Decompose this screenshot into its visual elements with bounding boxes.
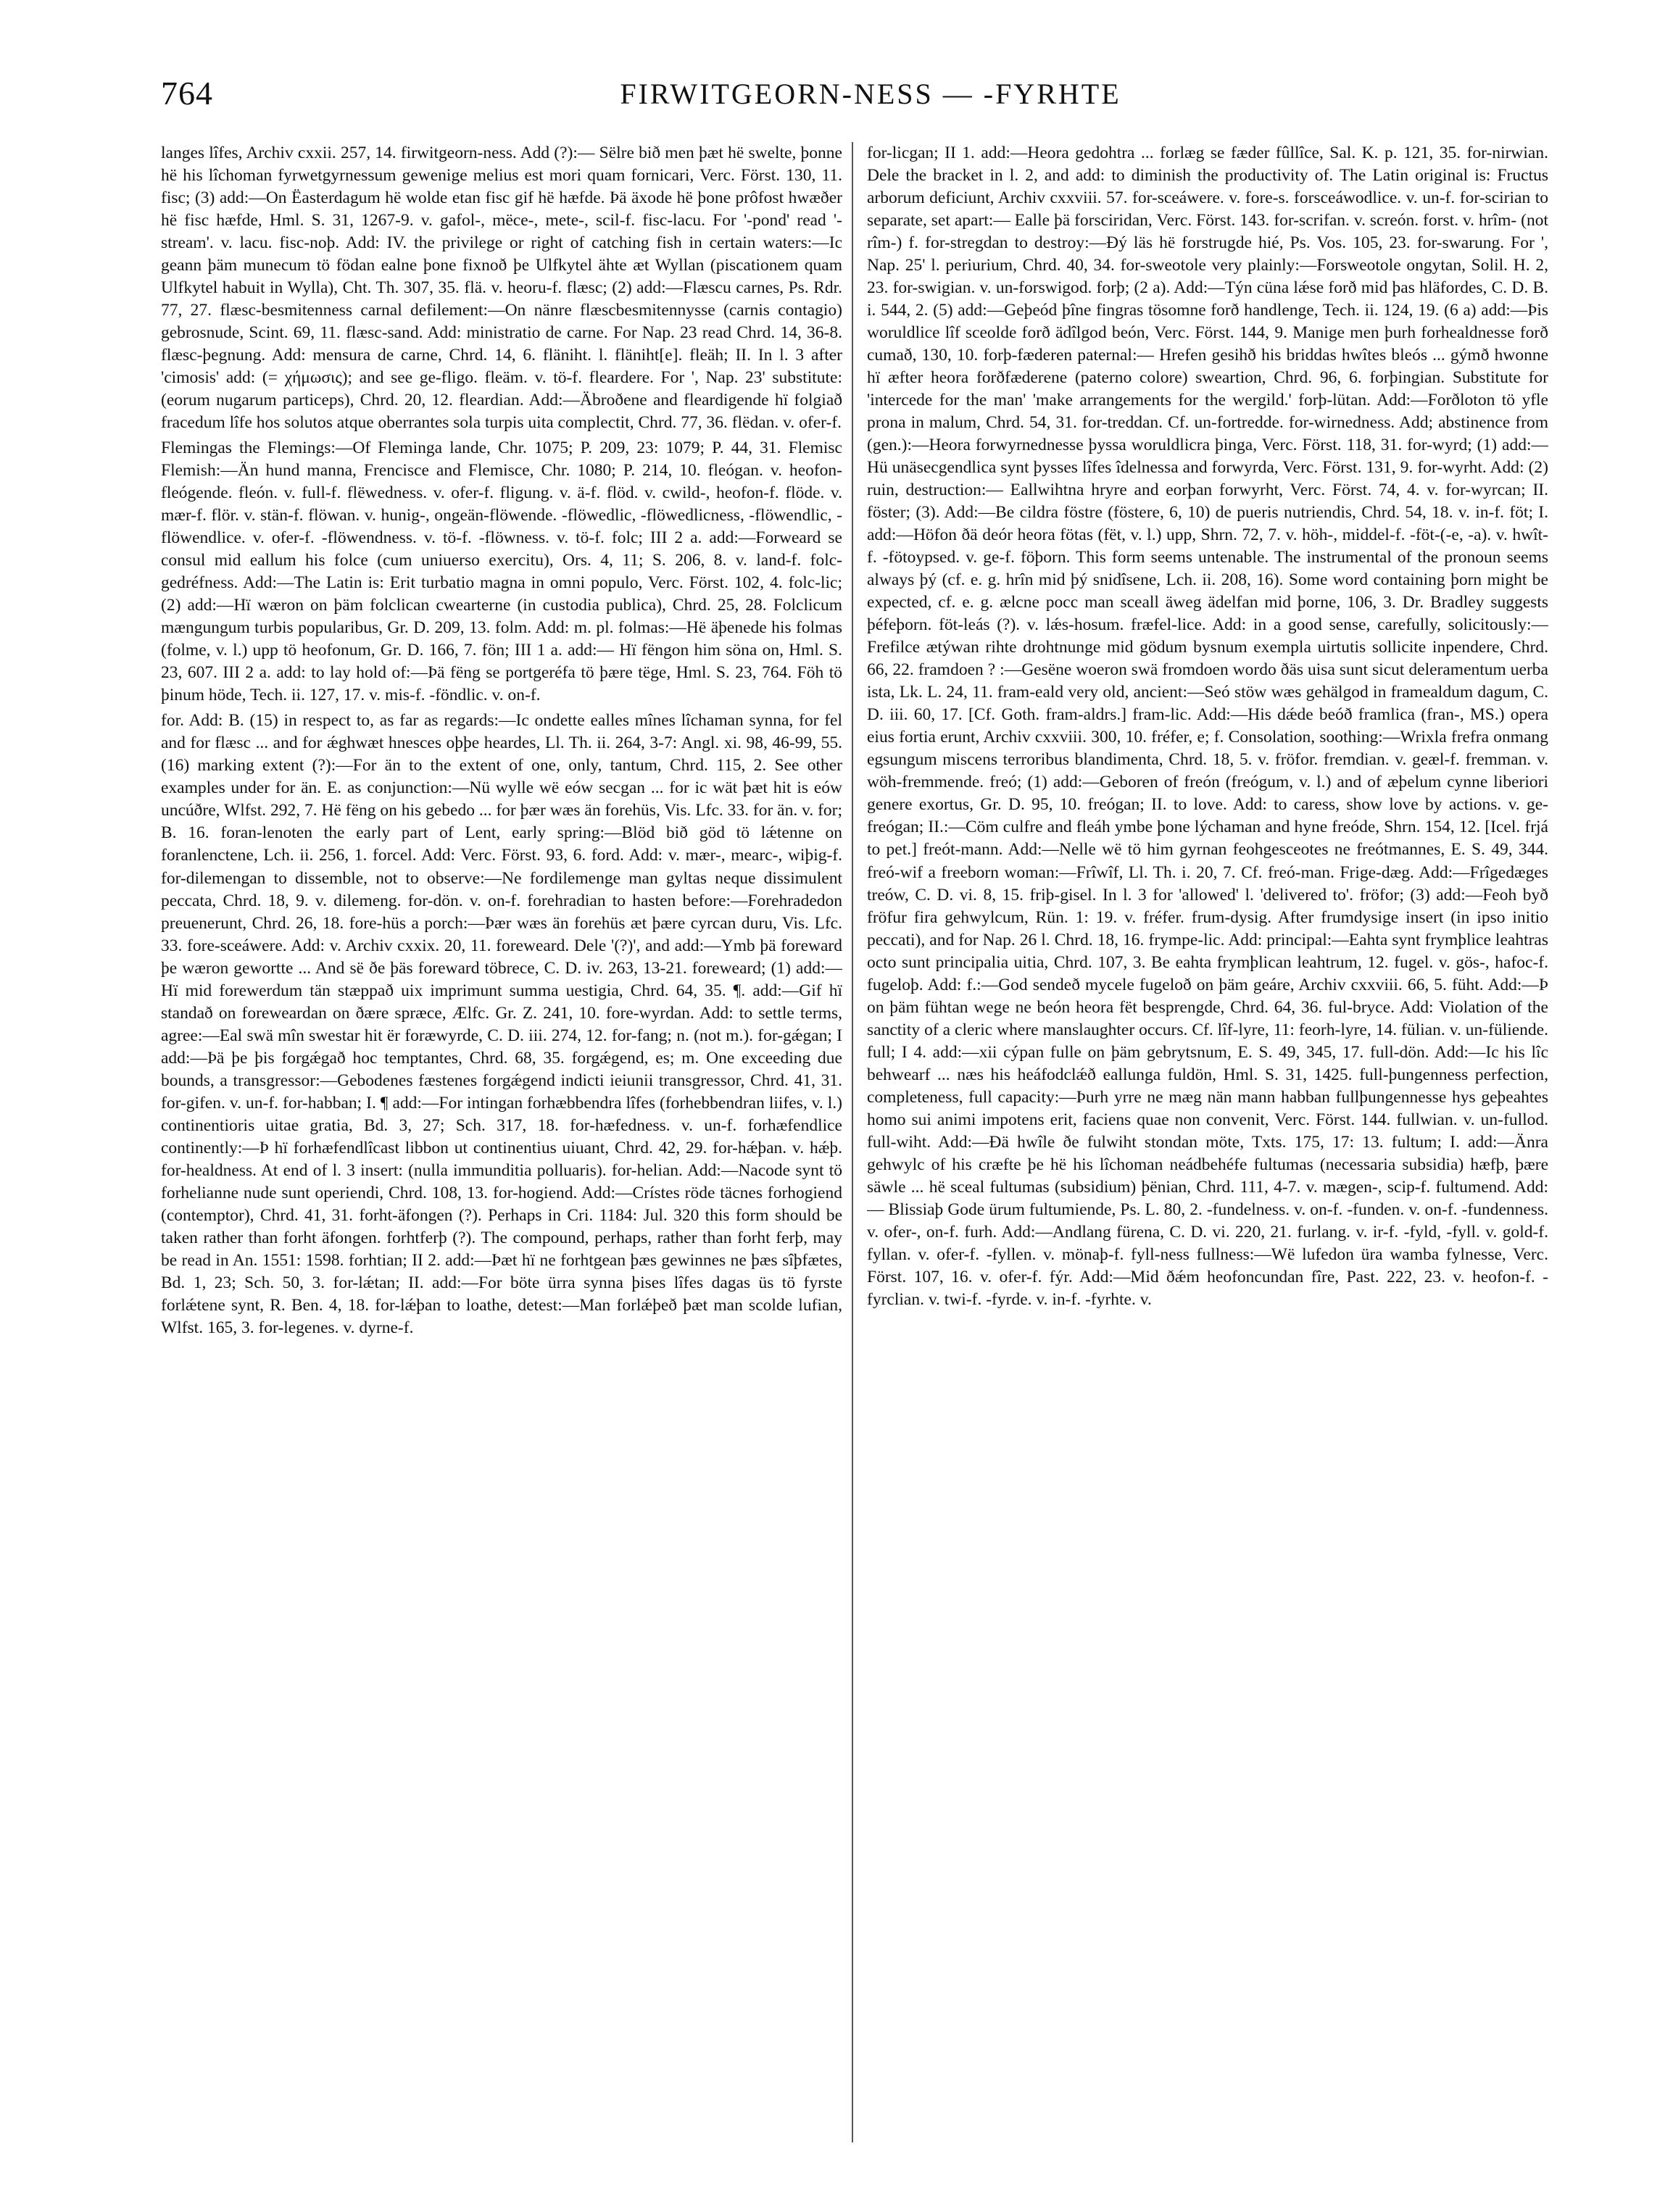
dictionary-paragraph: for-licgan; II 1. add:—Heora gedohtra ... forlæg se fæder fûllîce, Sal. K. p. 121, 35. for-nirwian. Dele the bracket in l. 2, and add: to diminish the productivity of. The Latin original is: Fructus arborum deficiunt, Archiv cxxviii. 57. for-sceáwere. v. fore-s. forsceáwodlice. v. un-f. for-scirian to separate, set apart:— Ealle þä forsciridan, Verc. Först. 143. for-scrifan. v. screón. forst. v. hrîm- (not rîm-) f. for-stregdan to destroy:—Ðý läs hë forstrugde hié, Ps. Vos. 105, 23. for-swarung. For ', Nap. 25' l. periurium, Chrd. 40, 34. for-sweotole very plainly:—Forsweotole ongytan, Solil. H. 2, 23. for-swigian. v. un-forswigod. forþ; (2 a). Add:—Týn cüna lǽse forð mid þas hläfordes, C. D. B. i. 544, 2. (5) add:—Geþeód þîne fingras tösomne forð handlenge, Tech. ii. 124, 19. (6 a) add:—Þis woruldlice lîf sceolde forð ädîlgod beón, Verc. Först. 144, 9. Manige men þurh forhealdnesse forð cumað, 130, 10. forþ-fæderen paternal:— Hrefen gesihð his briddas hwîtes bleós ... gýmð hwonne hï æfter heora forðfæderene (paterno colore) sweartion, Chrd. 96, 6. forþingian. Substitute for 'intercede for the man' 'make arrangements for the wergild.' forþ-lütan. Add:—Forðloton tö yfle prona in malum, Chrd. 54, 31. for-treddan. Cf. un-fortredde. for-wirnedness. Add; abstinence from (gen.):—Heora forwyrnednesse þyssa woruldlicra þinga, Verc. Först. 118, 31. for-wyrd; (1) add:—Hü unäsecgendlica synt þysses lîfes îdelnessa and forwyrda, Verc. Först. 131, 9. for-wyrht. Add: (2) ruin, destruction:— Eallwihtna hryre and eorþan forwyrht, Verc. Först. 74, 4. v. for-wyrcan; II. föster; (3). Add:—Be cildra föstre (föstere, 6, 10) de pueris nutriendis, Chrd. 54, 18. v. in-f. föt; I. add:—Höfon ðä deór heora fötas (fët, v. l.) upp, Shrn. 72, 7. v. höh-, middel-f. -föt-(-e, -a). v. hwît-f. -fötoypsed. v. ge-f. föþorn. This form seems untenable. The instrumental of the pronoun seems always þý (cf. e. g. hrîn mid þý snidîsene, Lch. ii. 208, 16). Some word containing þorn might be expected, cf. e. g. ælcne pocc man sceall äweg ädelfan mid þorne, 106, 3. Dr. Bradley suggests þéfeþorn. föt-leás (?). v. lǽs-hosum. fræfel-lice. Add: in a good sense, carefully, solicitously:—Frefilce ætýwan rihte drohtnunge mid gödum bysnum exempla uirtutis sollicite inpendere, Chrd. 66, 22. framdoen ? :—Gesëne woeron swä fromdoen wordo ðäs uisa sunt sicut deleramentum uerba ista, Lk. L. 24, 11. fram-eald very old, ancient:—Seó stöw wæs gehälgod in framealdum dagum, C. D. iii. 60, 17. [Cf. Goth. fram-aldrs.] fram-lic. Add:—His dǽde beóð framlica (fran-, MS.) opera eius fortia erunt, Archiv cxxviii. 300, 10. fréfer, e; f. Consolation, soothing:—Wrixla frefra onmang egsungum miscens terroribus blandimenta, Chrd. 18, 5. v. fröfor. fremdian. v. geæl-f. fremman. v. wöh-fremmende. freó; (1) add:—Geboren of freón (freógum, v. l.) and of æþelum cynne liberiori genere exortus, Gr. D. 95, 10. freógan; II. to love. Add: to caress, show love by actions. v. ge-freógan; II.:—Cöm culfre and fleáh ymbe þone lýchaman and hyne freóde, Shrn. 154, 12. [Icel. frjá to pet.] freót-mann. Add:—Nelle wë tö him gyrnan feohgesceotes ne freótmannes, E. S. 49, 344. freó-wif a freeborn woman:—Frîwîf, Ll. Th. i. 20, 7. Cf. freó-man. Frige-dæg. Add:—Frîgedæges treów, C. D. vi. 8, 15. friþ-gisel. In l. 3 for 'allowed' l. 'delivered to'. fröfor; (3) add:—Feoh byð fröfur fira gehwylcum, Rün. 1: 19. v. fréfer. frum-dysig. After frumdysige insert (in ipso initio peccati), and for Nap. 26 l. Chrd. 18, 16. frympe-lic. Add: principal:—Eahta synt frymþlice leahtras octo sunt principalia uitia, Chrd. 107, 3. Be eahta frymþlican leahtrum, 12. fugel. v. gös-, hafoc-f. fugeloþ. Add: f.:—God sendeð mycele fugeloð on þäm geáre, Archiv cxxviii. 66, 5. füht. Add:—Þ on þäm fühtan wege ne beón heora fët besprengde, Chrd. 64, 36. ful-bryce. Add: Violation of the sanctity of a cleric where manslaughter occurs. Cf. lîf-lyre, 11: feorh-lyre, 14. fülian. v. un-füliende. full; I 4. add:—xii cýpan fulle on þäm gebrytsnum, E. S. 49, 345, 17. full-dön. Add:—Ic his lîc behwearf ... næs his heáfodclǽð eallunga fuldön, Hml. S. 31, 1425. full-þungenness perfection, completeness, full capacity:—Þurh yrre ne mæg nän mann habban fullþungennesse hys geþeahtes homo sui animi impotens erit, faciens quae non convenit, Verc. Först. 144. fullwian. v. un-fullod. full-wiht. Add:—Ðä hwîle ðe fulwiht stondan möte, Txts. 175, 17: 13. fultum; I. add:—Änra gehwylc of his cræfte þe hë his lîchoman neádbehéfe fultumas (necessaria subsidia) hæfþ, þære säwle ... hë sceal fultumas (subsidium) þënian, Chrd. 111, 4-7. v. mægen-, scip-f. fultumend. Add:— Blissiaþ Gode ürum fultumiende, Ps. L. 80, 2. -fundelness. v. on-f. -funden. v. on-f. -fundenness. v. ofer-, on-f. furh. Add:—Andlang fürena, C. D. vi. 220, 21. furlang. v. ir-f. -fyld, -fyll. v. gold-f. fyllan. v. ofer-f. -fyllen. v. mönaþ-f. fyll-ness fullness:—Wë lufedon üra wamba fylnesse, Verc. Först. 107, 16. v. ofer-f. fýr. Add:—Mid ðǽm heofoncundan fîre, Past. 222, 23. v. heofon-f. -fyrclian. v. twi-f. -fyrde. v. in-f. -fyrhte. v.: [867, 144, 1548, 1309]
left-column: [161, 142, 842, 2142]
right-column: [867, 142, 1548, 2142]
column-divider: [852, 142, 853, 2142]
page-number: 764: [161, 75, 213, 112]
running-title: FIRWITGEORN-NESS — -FYRHTE: [620, 78, 1121, 110]
dictionary-paragraph: Flemingas the Flemings:—Of Fleminga lande, Chr. 1075; P. 209, 23: 1079; P. 44, 31. Flemisc Flemish:—Än hund manna, Frencisce and Flemisce, Chr. 1080; P. 214, 10. fleógan. v. heofon-fleógende. fleón. v. full-f. flëwedness. v. ofer-f. fligung. v. ä-f. flöd. v. cwild-, heofon-f. flöde. v. mær-f. flör. v. stän-f. flöwan. v. hunig-, ongeän-flöwende. -flöwedlic, -flöwedlicness, -flöwendlic, -flöwendlice. v. ofer-f. -flöwendness. v. tö-f. -flöwness. v. tö-f. folc; III 2 a. add:—Forweard se consul mid eallum his folce (cum uniuerso exercitu), Ors. 4, 11; S. 206, 8. v. land-f. folc-gedréfness. Add:—The Latin is: Erit turbatio magna in omni populo, Verc. Först. 102, 4. folc-lic; (2) add:—Hï wæron on þäm folclican cwearterne (in custodia publica), Chrd. 25, 28. Folclicum mængungum turbis popularibus, Gr. D. 209, 13. folm. Add: m. pl. folmas:—Hë äþenede his folmas (folme, v. l.) upp tö heofonum, Gr. D. 166, 7. fön; III 1 a. add:— Hï fëngon him söna on, Hml. S. 23, 607. III 2 a. add: to lay hold of:—Þä fëng se portgeréfa tö þære tëge, Hml. S. 23, 764. Föh tö þinum höde, Tech. ii. 127, 17. v. mis-f. -föndlic. v. on-f.: [161, 438, 842, 705]
page-header: [161, 74, 1580, 125]
dictionary-paragraph: langes lîfes, Archiv cxxii. 257, 14. firwitgeorn-ness. Add (?):— Sëlre bið men þæt hë swelte, þonne hë his lîchoman fyrwetgyrnessum gewenige melius est mori quam fornicari, Verc. Först. 130, 11. fisc; (3) add:—On Ëasterdagum hë wolde etan fisc gif hë hæfde. Þä äxode hë þone prôfost hwæðer hë fisc hæfde, Hml. S. 31, 1267-9. v. gafol-, mëce-, mete-, scil-f. fisc-lacu. For '-pond' read '-stream'. v. lacu. fisc-noþ. Add: IV. the privilege or right of catching fish in certain waters:—Ic geann þäm munecum tö födan ealne þone fixnoð þe Ulfkytel ähte æt Wyllan (piscationem quam Ulfkytel habuit in Wylla), Cht. Th. 307, 35. flä. v. heoru-f. flæsc; (2) add:—Flæscu carnes, Ps. Rdr. 77, 27. flæsc-besmitenness carnal defilement:—On nänre flæscbesmitennysse (carnis contagio) gebrosnude, Scint. 69, 11. flæsc-sand. Add: ministratio de carne. For Nap. 23 read Chrd. 14, 36-8. flæsc-þegnung. Add: mensura de carne, Chrd. 14, 6. fläniht. l. fläniht[e]. fleäh; II. In l. 3 after 'cimosis' add: (= χήμωσις); and see ge-fligo. fleäm. v. tö-f. fleardere. For ', Nap. 23' substitute: (eorum nugarum particeps), Chrd. 20, 12. fleardian. Add:—Äbroðene and fleardigende hï folgiað fracedum lîfe hos solutos atque oberrantes sola turpis uita complectit, Chrd. 77, 36. flëdan. v. ofer-f.: [161, 144, 842, 433]
dictionary-paragraph: for. Add: B. (15) in respect to, as far as regards:—Ic ondette ealles mînes lîchaman synna, for fel and for flæsc ... and for ǽghwæt hnesces oþþe heardes, Ll. Th. ii. 264, 3-7: Angl. xi. 98, 46-99, 55. (16) marking extent (?):—For än to the extent of one, only, tantum, Chrd. 115, 2. See other examples under for än. E. as conjunction:—Nü wylle wë eów secgan ... for ic wät þæt hit is eów uncúðre, Wlfst. 292, 7. Hë fëng on his gebedo ... for þær wæs än forehüs, Vis. Lfc. 33. for än. v. for; B. 16. foran-lenoten the early part of Lent, early spring:—Blöd bið göd tö lǽtenne on foranlenctene, Lch. ii. 256, 1. forcel. Add: Verc. Först. 93, 6. ford. Add: v. mær-, mearc-, wiþig-f. for-dilemengan to dissemble, not to observe:—Ne fordilemenge man gyltas neque dissimulent peccata, Chrd. 18, 9. v. dilemeng. for-dön. v. on-f. forehradian to hasten before:—Forehradedon preuenerunt, Chrd. 26, 18. fore-hüs a porch:—Þær wæs än forehüs æt þære cyrcan duru, Vis. Lfc. 33. fore-sceáwere. Add: v. Archiv cxxix. 20, 11. foreweard. Dele '(?)', and add:—Ymb þä foreward þe wæron gewortte ... And së ðe þäs foreward töbrece, C. D. iv. 263, 13-21. foreweard; (1) add:—Hï mid forewerdum tän stæppað uix imprimunt summa uestigia, Chrd. 64, 35. ¶. add:—Gif hï standað on foreweardan on ðære spræce, Ælfc. Gr. Z. 241, 10. fore-wyrdan. Add: to settle terms, agree:—Eal swä mîn swestar hit ër foræwyrde, C. D. iii. 274, 12. for-fang; n. (not m.). for-gǽgan; I add:—Þä þe þis forgǽgað hoc temptantes, Chrd. 68, 35. forgǽgend, es; m. One exceeding due bounds, a transgressor:—Gebodenes fæstenes forgǽgend indicti ieiunii transgressor, Chrd. 41, 31. for-gifen. v. un-f. for-habban; I. ¶ add:—For intingan forhæbbendra lîfes (forhebbendran liifes, v. l.) continentioris uitae gratia, Bd. 3, 27; Sch. 317, 18. for-hæfedness. v. un-f. forhæfendlice continently:—Þ hï forhæfendlîcast libbon ut continentius uiuant, Chrd. 42, 29. for-hǽþan. v. hǽþ. for-healdness. At end of l. 3 insert: (nulla immunditia polluaris). for-helian. Add:—Nacode synt tö forhelianne nude sunt operiendi, Chrd. 108, 13. for-hogiend. Add:—Crístes röde täcnes forhogiend (contemptor), Chrd. 41, 31. forht-äfongen (?). Perhaps in Cri. 1184: Jul. 320 this form should be taken rather than forht äfongen. forhtferþ (?). The compound, perhaps, rather than forht ferþ, may be read in An. 1551: 1598. forhtian; II 2. add:—Þæt hï ne forhtgean þæs gewinnes ne þæs sîþfætes, Bd. 1, 23; Sch. 50, 3. for-lǽtan; II. add:—For böte ürra synna þises lîfes dagas üs tö fyrste forlǽtene synt, R. Ben. 4, 18. for-lǽþan to loathe, detest:—Man forlǽþeð þæt man scolde lufian, Wlfst. 165, 3. for-legenes. v. dyrne-f.: [161, 711, 842, 1337]
